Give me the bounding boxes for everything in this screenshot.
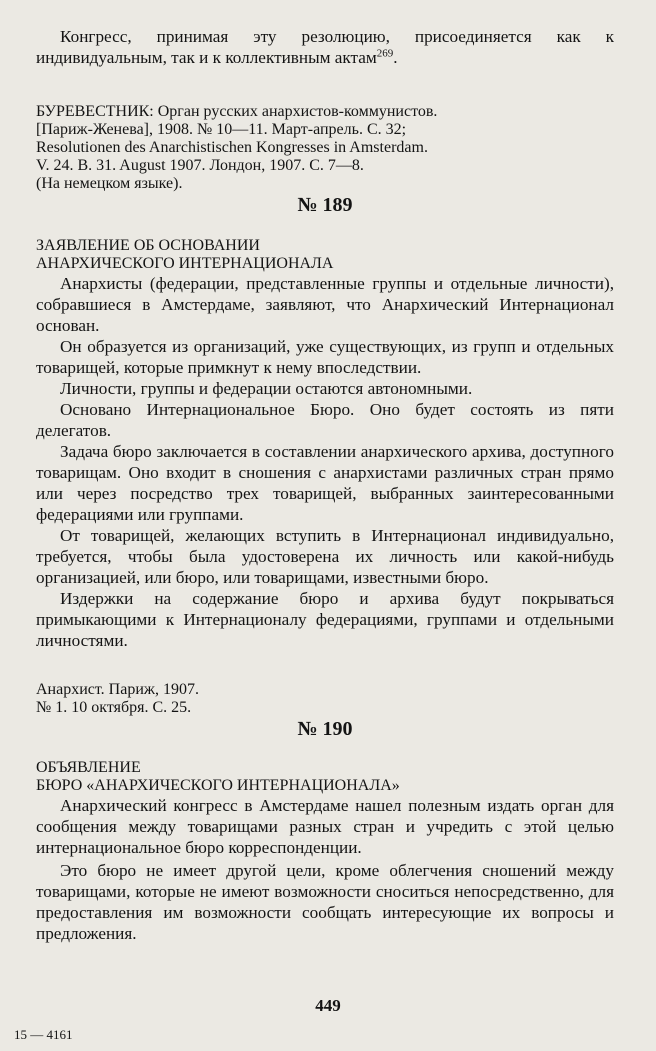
- intro-end: .: [393, 48, 398, 67]
- paragraph-189-6: От товарищей, желающих вступить в Интернационал индивидуально, требуется, чтобы была удостоверена их личность или какой-нибудь организацией, или бюро, или товарищами, известными бюро.: [36, 526, 614, 587]
- document-number-189: № 189: [297, 194, 353, 216]
- title-190-line-1: ОБЪЯВЛЕНИЕ: [36, 759, 141, 776]
- source-1-line-5: (На немецком языке).: [36, 175, 183, 192]
- title-189-line-1: ЗАЯВЛЕНИЕ ОБ ОСНОВАНИИ: [36, 237, 260, 254]
- printer-signature-mark: 15 — 4161: [14, 1027, 73, 1042]
- page-number: 449: [315, 996, 341, 1015]
- footnote-ref: 269: [376, 47, 394, 60]
- source-189-line-2: № 1. 10 октября. С. 25.: [36, 699, 192, 716]
- source-1-line-1: БУРЕВЕСТНИК: Орган русских анархистов-коммунистов.: [36, 103, 438, 120]
- paragraph-190-2: Это бюро не имеет другой цели, кроме облегчения сношений между товарищами, которые не имеют возможности сноситься непосредственно, для предоставления им возможности сообщать интересующие их вопросы и предложения.: [36, 861, 614, 943]
- source-189-line-1: Анархист. Париж, 1907.: [36, 681, 199, 698]
- paragraph-189-5: Задача бюро заключается в составлении анархического архива, доступного товарищам. Оно входит в сношения с анархистами различных стран прямо или через посредство трех товарищей, выбранных заинтересованными федерациями или группами.: [36, 442, 614, 524]
- paragraph-189-4: Основано Интернациональное Бюро. Оно будет состоять из пяти делегатов.: [36, 400, 614, 440]
- intro-text: Конгресс, принимая эту резолюцию, присоединяется как к индивидуальным, так и к коллективным актам: [36, 27, 614, 67]
- intro-paragraph: [36, 26, 614, 68]
- paragraph-189-7: Издержки на содержание бюро и архива будут покрываться примыкающими к Интернационалу федерациями, группами и отдельными личностями.: [36, 589, 614, 650]
- page-content: [36, 26, 614, 944]
- source-1-line-3: Resolutionen des Anarchistischen Kongresses in Amsterdam.: [36, 139, 428, 156]
- title-190-line-2: БЮРО «АНАРХИЧЕСКОГО ИНТЕРНАЦИОНАЛА»: [36, 777, 400, 794]
- title-189-line-2: АНАРХИЧЕСКОГО ИНТЕРНАЦИОНАЛА: [36, 255, 334, 272]
- document-number-190: № 190: [297, 718, 353, 740]
- source-1-line-2: [Париж-Женева], 1908. № 10—11. Март-апрель. С. 32;: [36, 121, 407, 138]
- paragraph-189-3: Личности, группы и федерации остаются автономными.: [60, 379, 473, 398]
- paragraph-189-1: Анархисты (федерации, представленные группы и отдельные личности), собравшиеся в Амстердаме, заявляют, что Анархический Интернационал основан.: [36, 274, 614, 335]
- paragraph-190-1: Анархический конгресс в Амстердаме нашел полезным издать орган для сообщения между товарищами разных стран и учредить с этой целью интернациональное бюро корреспонденции.: [36, 796, 614, 857]
- source-1-line-4: V. 24. B. 31. August 1907. Лондон, 1907. С. 7—8.: [36, 157, 364, 174]
- paragraph-189-2: Он образуется из организаций, уже существующих, из групп и отдельных товарищей, которые примкнут к нему впоследствии.: [36, 337, 614, 377]
